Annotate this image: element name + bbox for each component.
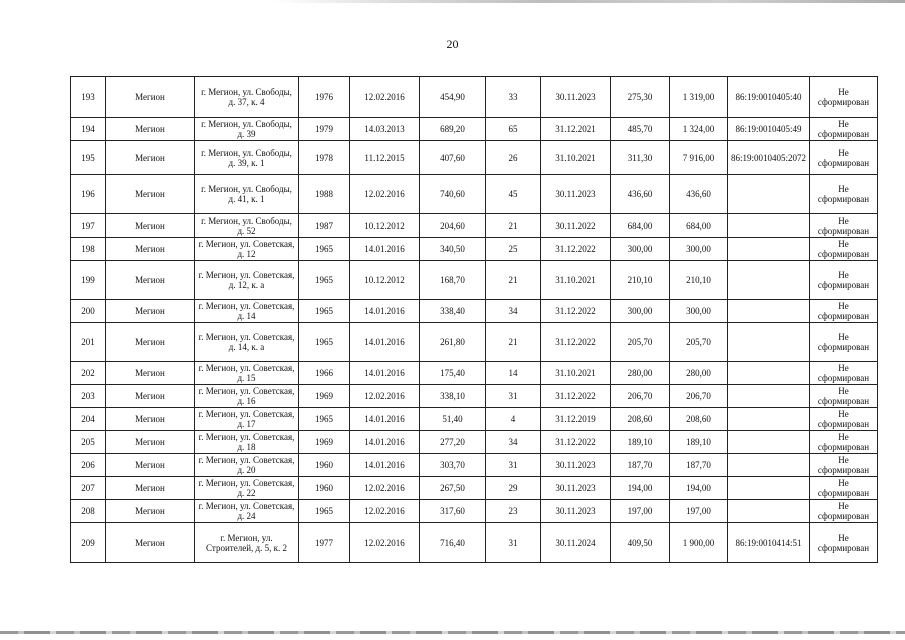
address-cell: г. Мегион, ул. Советская, д. 18 bbox=[195, 431, 299, 454]
deadline-cell: 30.11.2024 bbox=[541, 523, 611, 563]
total-cell: 210,10 bbox=[670, 261, 728, 300]
year-cell: 1987 bbox=[299, 214, 350, 238]
status-cell: Не сформирован bbox=[810, 77, 878, 118]
row-number: 201 bbox=[71, 323, 106, 362]
city-cell: Мегион bbox=[106, 261, 195, 300]
deadline-cell: 30.11.2022 bbox=[541, 214, 611, 238]
table-row bbox=[71, 214, 878, 238]
total-cell: 1 324,00 bbox=[670, 118, 728, 141]
total-cell: 1 319,00 bbox=[670, 77, 728, 118]
cadastre-cell bbox=[728, 261, 810, 300]
address-cell: г. Мегион, ул. Советская, д. 15 bbox=[195, 362, 299, 385]
date-cell: 12.02.2016 bbox=[350, 523, 420, 563]
date-cell: 14.01.2016 bbox=[350, 408, 420, 431]
area-cell: 277,20 bbox=[420, 431, 486, 454]
city-cell: Мегион bbox=[106, 118, 195, 141]
date-cell: 14.01.2016 bbox=[350, 323, 420, 362]
value-cell: 436,60 bbox=[611, 175, 670, 214]
count-cell: 23 bbox=[486, 500, 541, 523]
row-number: 206 bbox=[71, 454, 106, 477]
count-cell: 14 bbox=[486, 362, 541, 385]
value-cell: 205,70 bbox=[611, 323, 670, 362]
year-cell: 1988 bbox=[299, 175, 350, 214]
status-cell: Не сформирован bbox=[810, 141, 878, 175]
total-cell: 280,00 bbox=[670, 362, 728, 385]
city-cell: Мегион bbox=[106, 323, 195, 362]
row-number: 199 bbox=[71, 261, 106, 300]
value-cell: 210,10 bbox=[611, 261, 670, 300]
count-cell: 34 bbox=[486, 431, 541, 454]
row-number: 209 bbox=[71, 523, 106, 563]
date-cell: 12.02.2016 bbox=[350, 385, 420, 408]
area-cell: 261,80 bbox=[420, 323, 486, 362]
total-cell: 189,10 bbox=[670, 431, 728, 454]
date-cell: 14.01.2016 bbox=[350, 300, 420, 323]
count-cell: 31 bbox=[486, 454, 541, 477]
table-row bbox=[71, 238, 878, 261]
area-cell: 740,60 bbox=[420, 175, 486, 214]
table-row bbox=[71, 500, 878, 523]
area-cell: 175,40 bbox=[420, 362, 486, 385]
total-cell: 7 916,00 bbox=[670, 141, 728, 175]
status-cell: Не сформирован bbox=[810, 477, 878, 500]
year-cell: 1978 bbox=[299, 141, 350, 175]
count-cell: 21 bbox=[486, 323, 541, 362]
count-cell: 31 bbox=[486, 523, 541, 563]
year-cell: 1965 bbox=[299, 261, 350, 300]
status-cell: Не сформирован bbox=[810, 408, 878, 431]
address-cell: г. Мегион, ул. Свободы, д. 52 bbox=[195, 214, 299, 238]
status-cell: Не сформирован bbox=[810, 300, 878, 323]
table-row bbox=[71, 300, 878, 323]
address-cell: г. Мегион, ул. Советская, д. 14, к. а bbox=[195, 323, 299, 362]
count-cell: 21 bbox=[486, 214, 541, 238]
city-cell: Мегион bbox=[106, 477, 195, 500]
value-cell: 194,00 bbox=[611, 477, 670, 500]
table-row bbox=[71, 118, 878, 141]
table-body bbox=[71, 77, 878, 563]
city-cell: Мегион bbox=[106, 362, 195, 385]
cadastre-cell bbox=[728, 408, 810, 431]
deadline-cell: 31.10.2021 bbox=[541, 141, 611, 175]
total-cell: 194,00 bbox=[670, 477, 728, 500]
row-number: 208 bbox=[71, 500, 106, 523]
date-cell: 14.01.2016 bbox=[350, 362, 420, 385]
address-cell: г. Мегион, ул. Советская, д. 14 bbox=[195, 300, 299, 323]
status-cell: Не сформирован bbox=[810, 385, 878, 408]
cadastre-cell bbox=[728, 477, 810, 500]
date-cell: 10.12.2012 bbox=[350, 214, 420, 238]
year-cell: 1965 bbox=[299, 323, 350, 362]
row-number: 202 bbox=[71, 362, 106, 385]
cadastre-cell: 86:19:0010405:49 bbox=[728, 118, 810, 141]
count-cell: 45 bbox=[486, 175, 541, 214]
total-cell: 205,70 bbox=[670, 323, 728, 362]
area-cell: 454,90 bbox=[420, 77, 486, 118]
year-cell: 1965 bbox=[299, 408, 350, 431]
address-cell: г. Мегион, ул. Советская, д. 12 bbox=[195, 238, 299, 261]
date-cell: 14.01.2016 bbox=[350, 454, 420, 477]
year-cell: 1977 bbox=[299, 523, 350, 563]
status-cell: Не сформирован bbox=[810, 431, 878, 454]
city-cell: Мегион bbox=[106, 77, 195, 118]
value-cell: 208,60 bbox=[611, 408, 670, 431]
total-cell: 436,60 bbox=[670, 175, 728, 214]
address-cell: г. Мегион, ул. Советская, д. 12, к. а bbox=[195, 261, 299, 300]
deadline-cell: 30.11.2023 bbox=[541, 500, 611, 523]
date-cell: 12.02.2016 bbox=[350, 77, 420, 118]
value-cell: 197,00 bbox=[611, 500, 670, 523]
deadline-cell: 31.12.2022 bbox=[541, 385, 611, 408]
deadline-cell: 30.11.2023 bbox=[541, 477, 611, 500]
scan-edge-top bbox=[0, 0, 905, 3]
scan-edge-bottom bbox=[0, 631, 905, 634]
city-cell: Мегион bbox=[106, 454, 195, 477]
row-number: 204 bbox=[71, 408, 106, 431]
address-cell: г. Мегион, ул. Советская, д. 17 bbox=[195, 408, 299, 431]
count-cell: 4 bbox=[486, 408, 541, 431]
count-cell: 26 bbox=[486, 141, 541, 175]
city-cell: Мегион bbox=[106, 500, 195, 523]
value-cell: 187,70 bbox=[611, 454, 670, 477]
area-cell: 317,60 bbox=[420, 500, 486, 523]
cadastre-cell bbox=[728, 454, 810, 477]
date-cell: 12.02.2016 bbox=[350, 175, 420, 214]
total-cell: 187,70 bbox=[670, 454, 728, 477]
area-cell: 303,70 bbox=[420, 454, 486, 477]
city-cell: Мегион bbox=[106, 175, 195, 214]
row-number: 195 bbox=[71, 141, 106, 175]
table-row bbox=[71, 77, 878, 118]
cadastre-cell bbox=[728, 431, 810, 454]
address-cell: г. Мегион, ул. Советская, д. 22 bbox=[195, 477, 299, 500]
city-cell: Мегион bbox=[106, 300, 195, 323]
value-cell: 300,00 bbox=[611, 300, 670, 323]
page-number: 20 bbox=[446, 37, 459, 51]
table-row bbox=[71, 454, 878, 477]
year-cell: 1960 bbox=[299, 454, 350, 477]
address-cell: г. Мегион, ул. Свободы, д. 41, к. 1 bbox=[195, 175, 299, 214]
area-cell: 204,60 bbox=[420, 214, 486, 238]
count-cell: 34 bbox=[486, 300, 541, 323]
area-cell: 338,40 bbox=[420, 300, 486, 323]
status-cell: Не сформирован bbox=[810, 261, 878, 300]
value-cell: 206,70 bbox=[611, 385, 670, 408]
date-cell: 14.01.2016 bbox=[350, 431, 420, 454]
area-cell: 407,60 bbox=[420, 141, 486, 175]
year-cell: 1965 bbox=[299, 500, 350, 523]
year-cell: 1976 bbox=[299, 77, 350, 118]
city-cell: Мегион bbox=[106, 385, 195, 408]
table-row bbox=[71, 175, 878, 214]
status-cell: Не сформирован bbox=[810, 454, 878, 477]
table-row bbox=[71, 141, 878, 175]
status-cell: Не сформирован bbox=[810, 323, 878, 362]
date-cell: 14.03.2013 bbox=[350, 118, 420, 141]
area-cell: 716,40 bbox=[420, 523, 486, 563]
table-row bbox=[71, 261, 878, 300]
area-cell: 51,40 bbox=[420, 408, 486, 431]
deadline-cell: 31.10.2021 bbox=[541, 362, 611, 385]
cadastre-cell bbox=[728, 500, 810, 523]
cadastre-cell: 86:19:0010405:2072 bbox=[728, 141, 810, 175]
value-cell: 684,00 bbox=[611, 214, 670, 238]
year-cell: 1965 bbox=[299, 300, 350, 323]
count-cell: 29 bbox=[486, 477, 541, 500]
value-cell: 311,30 bbox=[611, 141, 670, 175]
row-number: 196 bbox=[71, 175, 106, 214]
row-number: 200 bbox=[71, 300, 106, 323]
status-cell: Не сформирован bbox=[810, 238, 878, 261]
city-cell: Мегион bbox=[106, 238, 195, 261]
table-row bbox=[71, 362, 878, 385]
value-cell: 280,00 bbox=[611, 362, 670, 385]
address-cell: г. Мегион, ул. Советская, д. 16 bbox=[195, 385, 299, 408]
area-cell: 168,70 bbox=[420, 261, 486, 300]
deadline-cell: 31.12.2022 bbox=[541, 238, 611, 261]
total-cell: 197,00 bbox=[670, 500, 728, 523]
area-cell: 338,10 bbox=[420, 385, 486, 408]
year-cell: 1966 bbox=[299, 362, 350, 385]
registry-table bbox=[70, 76, 878, 563]
cadastre-cell bbox=[728, 214, 810, 238]
status-cell: Не сформирован bbox=[810, 118, 878, 141]
area-cell: 340,50 bbox=[420, 238, 486, 261]
deadline-cell: 31.12.2022 bbox=[541, 300, 611, 323]
table-row bbox=[71, 523, 878, 563]
address-cell: г. Мегион, ул. Свободы, д. 39, к. 1 bbox=[195, 141, 299, 175]
date-cell: 10.12.2012 bbox=[350, 261, 420, 300]
table-row bbox=[71, 431, 878, 454]
deadline-cell: 30.11.2023 bbox=[541, 175, 611, 214]
year-cell: 1965 bbox=[299, 238, 350, 261]
value-cell: 275,30 bbox=[611, 77, 670, 118]
cadastre-cell bbox=[728, 300, 810, 323]
area-cell: 689,20 bbox=[420, 118, 486, 141]
address-cell: г. Мегион, ул. Советская, д. 24 bbox=[195, 500, 299, 523]
city-cell: Мегион bbox=[106, 214, 195, 238]
value-cell: 300,00 bbox=[611, 238, 670, 261]
city-cell: Мегион bbox=[106, 141, 195, 175]
address-cell: г. Мегион, ул. Свободы, д. 39 bbox=[195, 118, 299, 141]
city-cell: Мегион bbox=[106, 431, 195, 454]
cadastre-cell bbox=[728, 175, 810, 214]
address-cell: г. Мегион, ул. Советская, д. 20 bbox=[195, 454, 299, 477]
status-cell: Не сформирован bbox=[810, 175, 878, 214]
year-cell: 1979 bbox=[299, 118, 350, 141]
table-row bbox=[71, 323, 878, 362]
count-cell: 31 bbox=[486, 385, 541, 408]
row-number: 207 bbox=[71, 477, 106, 500]
row-number: 197 bbox=[71, 214, 106, 238]
cadastre-cell: 86:19:0010405:40 bbox=[728, 77, 810, 118]
table-row bbox=[71, 477, 878, 500]
total-cell: 206,70 bbox=[670, 385, 728, 408]
cadastre-cell bbox=[728, 362, 810, 385]
status-cell: Не сформирован bbox=[810, 523, 878, 563]
status-cell: Не сформирован bbox=[810, 214, 878, 238]
area-cell: 267,50 bbox=[420, 477, 486, 500]
date-cell: 14.01.2016 bbox=[350, 238, 420, 261]
count-cell: 33 bbox=[486, 77, 541, 118]
deadline-cell: 31.12.2021 bbox=[541, 118, 611, 141]
deadline-cell: 30.11.2023 bbox=[541, 454, 611, 477]
table-row bbox=[71, 408, 878, 431]
total-cell: 300,00 bbox=[670, 238, 728, 261]
cadastre-cell bbox=[728, 323, 810, 362]
cadastre-cell bbox=[728, 385, 810, 408]
cadastre-cell: 86:19:0010414:51 bbox=[728, 523, 810, 563]
date-cell: 11.12.2015 bbox=[350, 141, 420, 175]
count-cell: 21 bbox=[486, 261, 541, 300]
total-cell: 1 900,00 bbox=[670, 523, 728, 563]
deadline-cell: 31.12.2022 bbox=[541, 323, 611, 362]
row-number: 194 bbox=[71, 118, 106, 141]
value-cell: 485,70 bbox=[611, 118, 670, 141]
address-cell: г. Мегион, ул. Строителей, д. 5, к. 2 bbox=[195, 523, 299, 563]
address-cell: г. Мегион, ул. Свободы, д. 37, к. 4 bbox=[195, 77, 299, 118]
value-cell: 409,50 bbox=[611, 523, 670, 563]
deadline-cell: 31.10.2021 bbox=[541, 261, 611, 300]
cadastre-cell bbox=[728, 238, 810, 261]
status-cell: Не сформирован bbox=[810, 500, 878, 523]
deadline-cell: 31.12.2019 bbox=[541, 408, 611, 431]
row-number: 203 bbox=[71, 385, 106, 408]
city-cell: Мегион bbox=[106, 523, 195, 563]
row-number: 205 bbox=[71, 431, 106, 454]
row-number: 193 bbox=[71, 77, 106, 118]
count-cell: 25 bbox=[486, 238, 541, 261]
year-cell: 1969 bbox=[299, 385, 350, 408]
year-cell: 1969 bbox=[299, 431, 350, 454]
table-row bbox=[71, 385, 878, 408]
city-cell: Мегион bbox=[106, 408, 195, 431]
row-number: 198 bbox=[71, 238, 106, 261]
total-cell: 208,60 bbox=[670, 408, 728, 431]
deadline-cell: 30.11.2023 bbox=[541, 77, 611, 118]
value-cell: 189,10 bbox=[611, 431, 670, 454]
date-cell: 12.02.2016 bbox=[350, 477, 420, 500]
date-cell: 12.02.2016 bbox=[350, 500, 420, 523]
count-cell: 65 bbox=[486, 118, 541, 141]
year-cell: 1960 bbox=[299, 477, 350, 500]
total-cell: 684,00 bbox=[670, 214, 728, 238]
status-cell: Не сформирован bbox=[810, 362, 878, 385]
deadline-cell: 31.12.2022 bbox=[541, 431, 611, 454]
total-cell: 300,00 bbox=[670, 300, 728, 323]
